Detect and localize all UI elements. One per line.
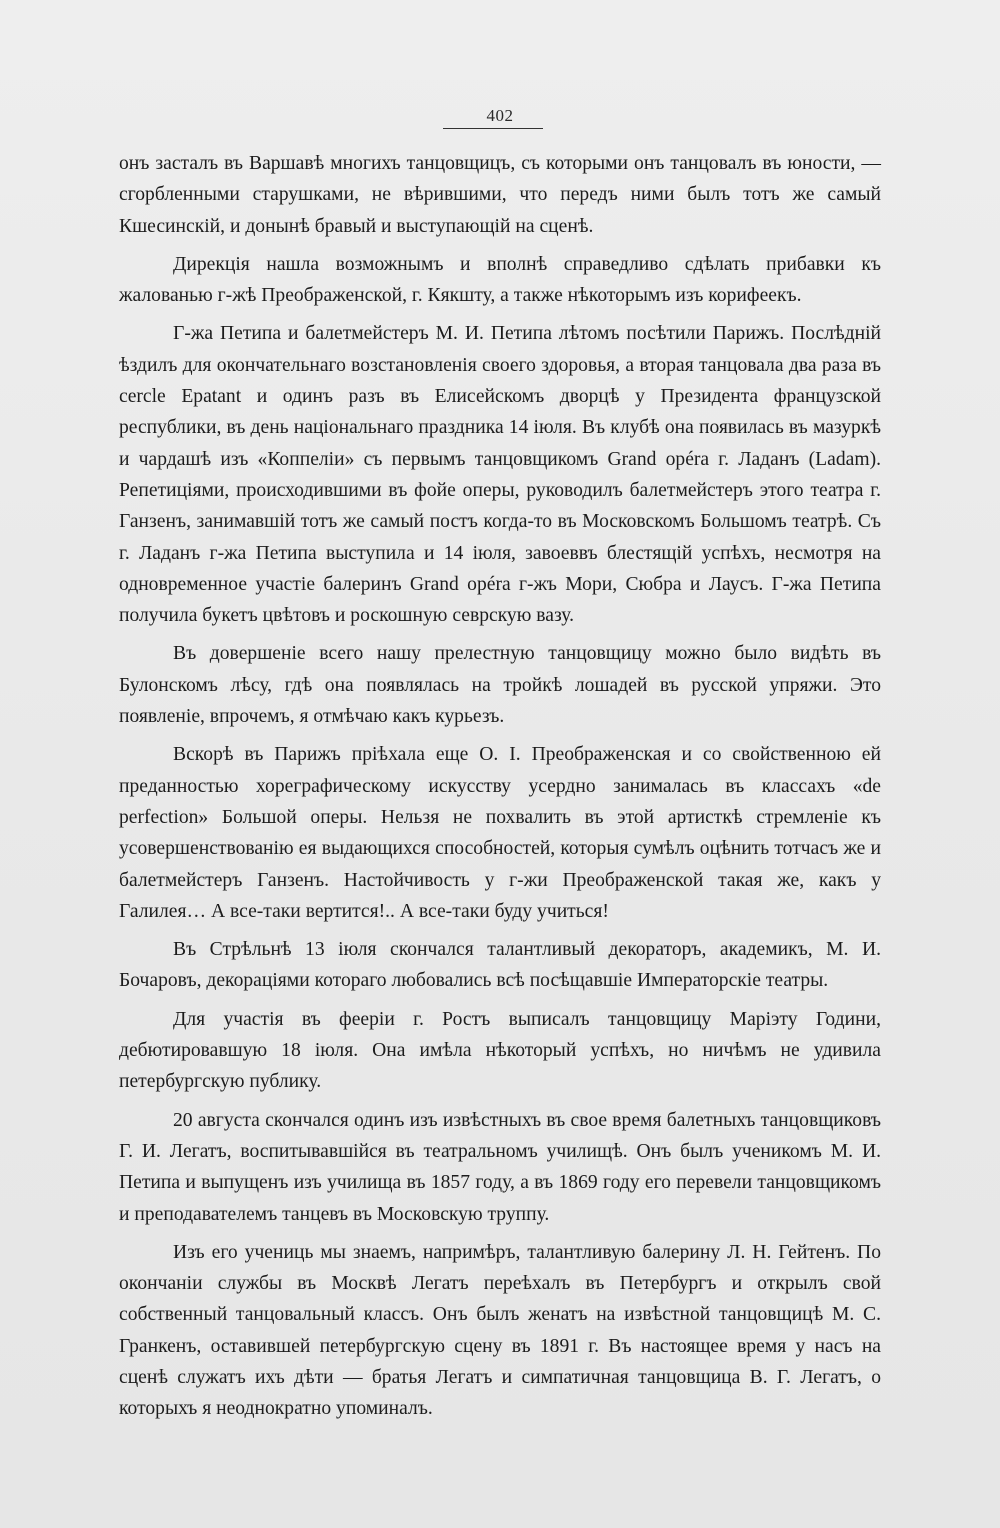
paragraph: Для участія въ феерiи г. Ростъ выписалъ танцовщицу Маріэту Години, дебютировавшую 18 іюля. Она имѣла нѣкоторый успѣхъ, но ничѣмъ не удивила петербургскую публику. xyxy=(119,1008,881,1093)
page-number: 402 xyxy=(486,106,514,125)
paragraph: онъ засталъ въ Варшавѣ многихъ танцовщицъ, съ которыми онъ танцовалъ въ юности, — сгорбленными старушками, не вѣрившими, что передъ ними былъ тотъ же самый Кшесинскій, и донынѣ бравый и выступающій на сценѣ. xyxy=(119,153,881,237)
paragraph: Въ довершеніе всего нашу прелестную танцовщицу можно было видѣть въ Булонскомъ лѣсу, гдѣ она появлялась на тройкѣ лошадей въ русской упряжи. Это появленіе, впрочемъ, я отмѣчаю какъ курьезъ. xyxy=(119,643,881,728)
paragraph: Въ Стрѣльнѣ 13 іюля скончался талантливый декораторъ, академикъ, М. И. Бочаровъ, декораціями котораго любовались всѣ посѣщавшіе Императорскіе театры. xyxy=(119,939,881,992)
paragraph: Дирекція нашла возможнымъ и вполнѣ справедливо сдѣлать прибавки къ жалованью г-жѣ Преображенской, г. Кякшту, а также нѣкоторымъ изъ корифеекъ. xyxy=(119,253,881,307)
paragraph: Г-жа Петипа и балетмейстеръ М. И. Петипа лѣтомъ посѣтили Парижъ. Послѣдній ѣздилъ для окончательнаго возстановленія своего здоровья, а вторая танцовала два раза въ cercle Epatant и одинъ разъ въ Елисейскомъ дворцѣ у Президента французской республики, въ день національнаго праздника 14 іюля. Въ клубѣ она появилась въ мазуркѣ и чардашѣ изъ «Коппеліи» съ первымъ танцовщикомъ Grand opéra г. Ладанъ (Ladam). Репетиціями, происходившими въ фойе оперы, руководилъ балетмейстеръ этого театра г. Ганзенъ, занимавшій тотъ же самый постъ когда-то въ Московскомъ Большомъ театрѣ. Съ г. Ладанъ г-жа Петипа выступила и 14 іюля, завоеввъ блестящій успѣхъ, несмотря на одновременное участіе балеринъ Grand opéra г-жъ Мори, Сюбра и Лаусъ. Г-жа Петипа получила букетъ цвѣтовъ и роскошную севрскую вазу. xyxy=(119,323,881,627)
paragraph: Вскорѣ въ Парижъ пріѣхала еще О. І. Преображенская и со свойственною ей преданностью хореграфическому искусству усердно занималась въ классахъ «de perfection» Большой оперы. Нельзя не похвалить въ этой артисткѣ стремленіе къ усовершенствованію ея выдающихся способностей, которыя сумѣлъ оцѣнить тотчасъ же и балетмейстеръ Ганзенъ. Настойчивость у г-жи Преображенской такая же, какъ у Галилея… А все-таки вертится!.. А все-таки буду учиться! xyxy=(119,744,881,922)
page-number-rule xyxy=(443,128,543,129)
paragraph: Изъ его учениць мы знаемъ, напримѣръ, талантливую балерину Л. Н. Гейтенъ. По окончаніи службы въ Москвѣ Легатъ переѣхалъ въ Петербургъ и открылъ свой собственный танцовальный классъ. Онъ былъ женатъ на извѣстной танцовщицѣ М. С. Гранкенъ, оставившей петербургскую сцену въ 1891 г. Въ настоящее время у насъ на сценѣ служатъ ихъ дѣти — братья Легатъ и симпатичная танцовщица В. Г. Легатъ, о которыхъ я неоднократно упоминалъ. xyxy=(119,1241,881,1420)
body-text xyxy=(119,148,881,1432)
paragraph: 20 августа скончался одинъ изъ извѣстныхъ въ свое время балетныхъ танцовщиковъ Г. И. Легатъ, воспитывавшійся въ театральномъ училищѣ. Онъ былъ ученикомъ М. И. Петипа и выпущенъ изъ училища въ 1857 году, а въ 1869 году его перевели танцовщикомъ и преподавателемъ танцевъ въ Московскую труппу. xyxy=(119,1109,881,1225)
